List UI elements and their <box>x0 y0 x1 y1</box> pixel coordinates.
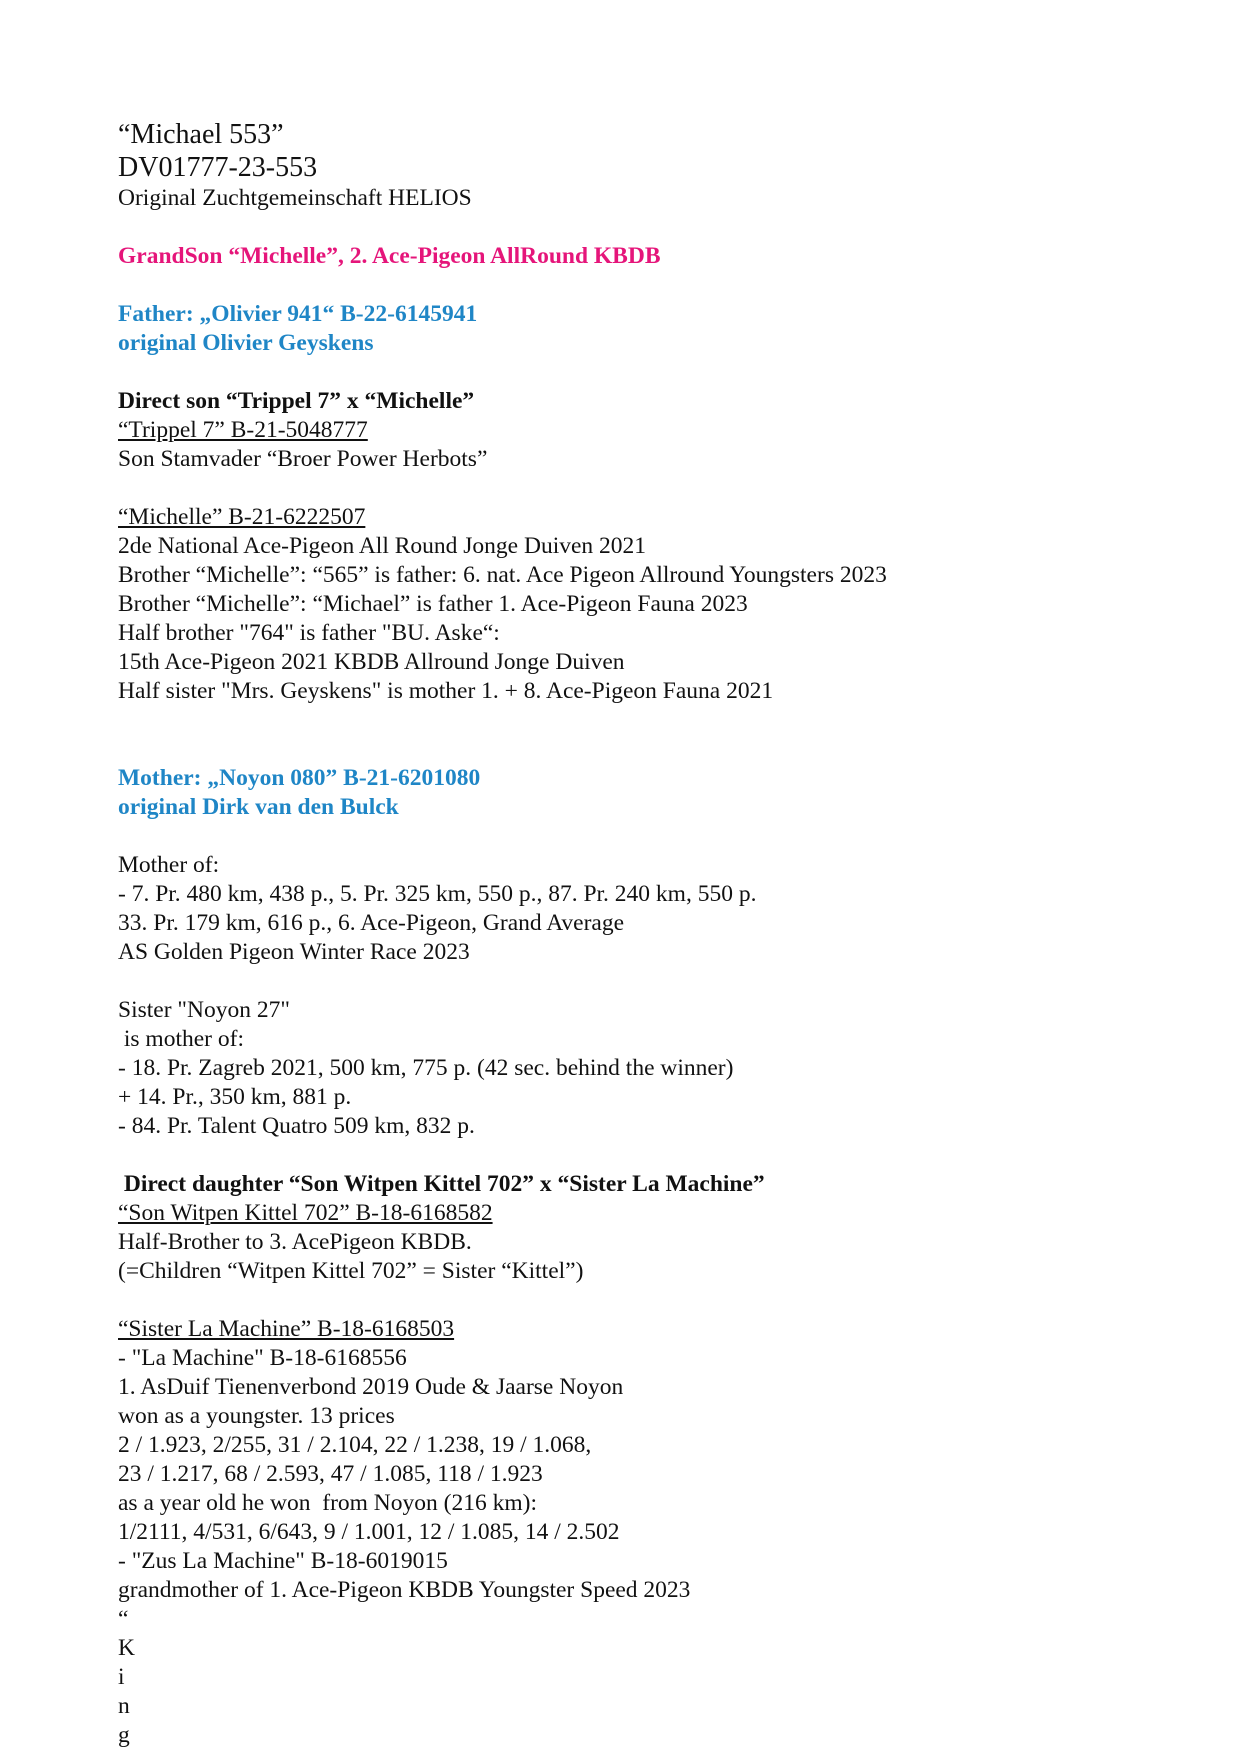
father-dam-name: “Michelle” B-21-6222507 <box>118 504 366 530</box>
father-dam-note: Brother “Michelle”: “565” is father: 6. nat. Ace Pigeon Allround Youngsters 2023 <box>118 562 887 588</box>
mother-dam-note: 1. AsDuif Tienenverbond 2019 Oude & Jaarse Noyon <box>118 1374 624 1400</box>
trailing-char: n <box>118 1693 130 1719</box>
mother-of-line: Mother of: <box>118 852 220 878</box>
father-origin: original Olivier Geyskens <box>118 330 374 356</box>
sister-line: Sister "Noyon 27" <box>118 997 290 1023</box>
mother-of-line: 33. Pr. 179 km, 616 p., 6. Ace-Pigeon, Grand Average <box>118 910 625 936</box>
sister-line: - 84. Pr. Talent Quatro 509 km, 832 p. <box>118 1113 475 1139</box>
breeder-origin: Original Zuchtgemeinschaft HELIOS <box>118 185 472 211</box>
pigeon-name: “Michael 553” <box>118 119 284 150</box>
mother-dam-name: “Sister La Machine” B-18-6168503 <box>118 1316 455 1342</box>
mother-heading: Mother: „Noyon 080” B-21-6201080 <box>118 765 481 791</box>
ring-number: DV01777-23-553 <box>118 152 318 183</box>
mother-of-line: AS Golden Pigeon Winter Race 2023 <box>118 939 470 965</box>
mother-dam-note: - "La Machine" B-18-6168556 <box>118 1345 407 1371</box>
trailing-char: g <box>118 1722 130 1748</box>
father-sire-name: “Trippel 7” B-21-5048777 <box>118 417 368 443</box>
father-dam-note: 2de National Ace-Pigeon All Round Jonge Duiven 2021 <box>118 533 647 559</box>
father-heading: Father: „Olivier 941“ B-22-6145941 <box>118 301 478 327</box>
pedigree-document <box>118 118 1178 1750</box>
mother-dam-note: - "Zus La Machine" B-18-6019015 <box>118 1548 448 1574</box>
father-sire-note: Son Stamvader “Broer Power Herbots” <box>118 446 488 472</box>
father-dam-note: Half brother "764" is father "BU. Aske“: <box>118 620 500 646</box>
mother-dam-note: as a year old he won from Noyon (216 km): <box>118 1490 537 1516</box>
sister-line: + 14. Pr., 350 km, 881 p. <box>118 1084 352 1110</box>
father-dam-note: Brother “Michelle”: “Michael” is father 1. Ace-Pigeon Fauna 2023 <box>118 591 748 617</box>
mother-dam-note: won as a youngster. 13 prices <box>118 1403 395 1429</box>
mother-sire-note: (=Children “Witpen Kittel 702” = Sister “Kittel”) <box>118 1258 584 1284</box>
father-dam-note: Half sister "Mrs. Geyskens" is mother 1. + 8. Ace-Pigeon Fauna 2021 <box>118 678 774 704</box>
mother-direct-line: Direct daughter “Son Witpen Kittel 702” x “Sister La Machine” <box>118 1171 765 1197</box>
mother-of-line: - 7. Pr. 480 km, 438 p., 5. Pr. 325 km, 550 p., 87. Pr. 240 km, 550 p. <box>118 881 757 907</box>
trailing-char: “ <box>118 1606 129 1632</box>
sister-line: is mother of: <box>118 1026 244 1052</box>
trailing-char: K <box>118 1635 135 1661</box>
father-dam-note: 15th Ace-Pigeon 2021 KBDB Allround Jonge Duiven <box>118 649 625 675</box>
trailing-char: i <box>118 1664 125 1690</box>
mother-dam-note: grandmother of 1. Ace-Pigeon KBDB Youngster Speed 2023 <box>118 1577 691 1603</box>
mother-dam-note: 1/2111, 4/531, 6/643, 9 / 1.001, 12 / 1.085, 14 / 2.502 <box>118 1519 620 1545</box>
mother-origin: original Dirk van den Bulck <box>118 794 399 820</box>
grandson-highlight: GrandSon “Michelle”, 2. Ace-Pigeon AllRound KBDB <box>118 243 661 269</box>
mother-sire-name: “Son Witpen Kittel 702” B-18-6168582 <box>118 1200 493 1226</box>
sister-line: - 18. Pr. Zagreb 2021, 500 km, 775 p. (42 sec. behind the winner) <box>118 1055 734 1081</box>
mother-dam-note: 2 / 1.923, 2/255, 31 / 2.104, 22 / 1.238, 19 / 1.068, <box>118 1432 592 1458</box>
mother-sire-note: Half-Brother to 3. AcePigeon KBDB. <box>118 1229 472 1255</box>
father-direct-line: Direct son “Trippel 7” x “Michelle” <box>118 388 475 414</box>
mother-dam-note: 23 / 1.217, 68 / 2.593, 47 / 1.085, 118 / 1.923 <box>118 1461 543 1487</box>
